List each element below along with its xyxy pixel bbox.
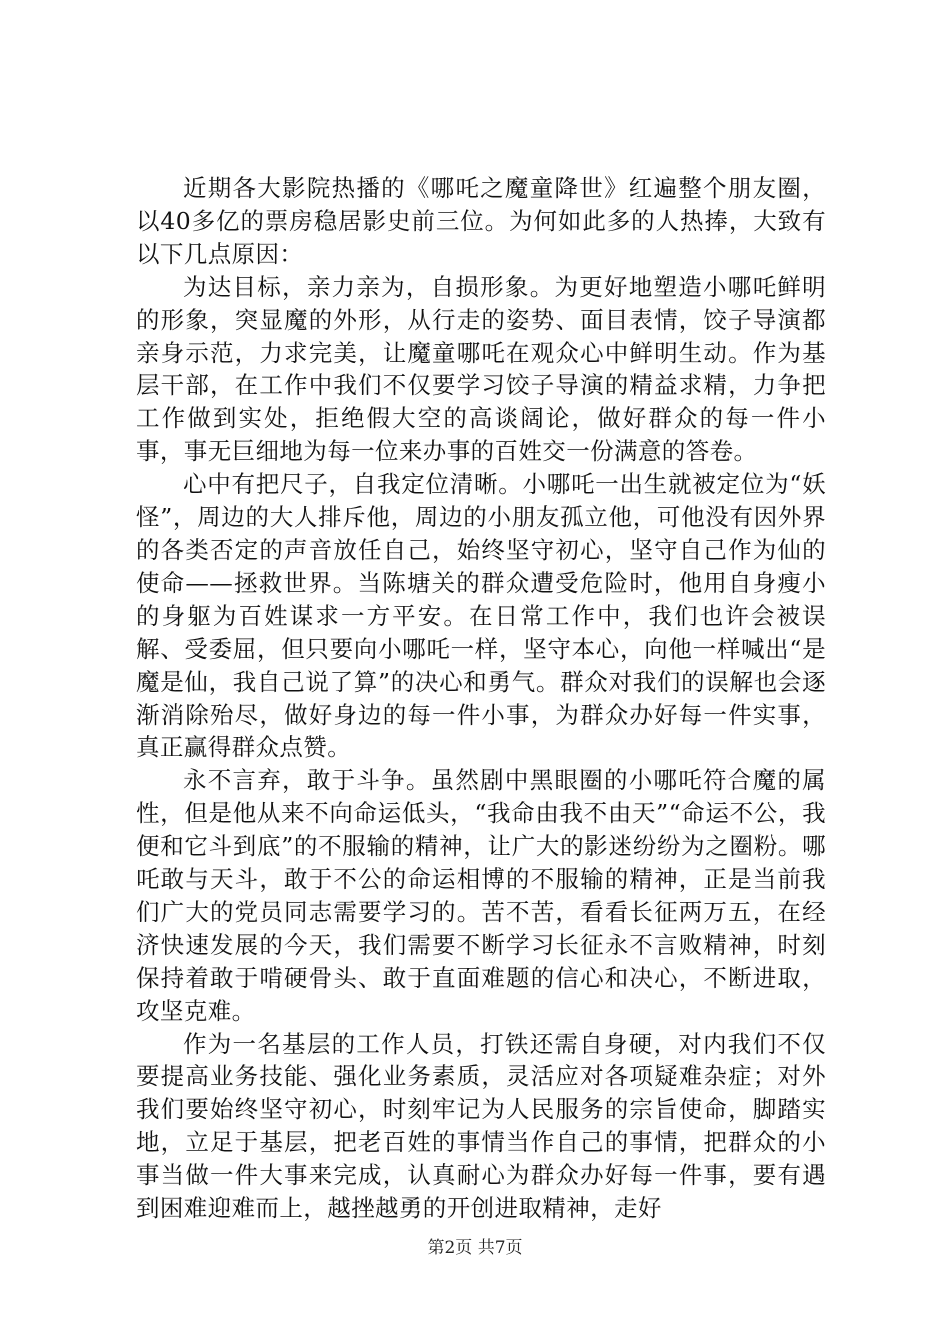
document-body — [136, 172, 826, 1225]
page-number-footer: 第2页 共7页 — [427, 1238, 523, 1258]
paragraph-intro: 近期各大影院热播的《哪吒之魔童降世》红遍整个朋友圈，以40多亿的票房稳居影史前三位。为何如此多的人热捧，大致有以下几点原因： — [136, 174, 826, 268]
paragraph-point-three: 永不言弃，敢于斗争。虽然剧中黑眼圈的小哪吒符合魔的属性，但是他从来不向命运低头，“我命由我不由天”“命运不公，我便和它斗到底”的不服输的精神，让广大的影迷纷纷为之圈粉。哪吒敢与天斗，敢于不公的命运相博的不服输的精神，正是当前我们广大的党员同志需要学习的。苦不苦，看看长征两万五，在经济快速发展的今天，我们需要不断学习长征永不言败精神，时刻保持着敢于啃硬骨头、敢于直面难题的信心和决心，不断进取，攻坚克难。 — [136, 766, 826, 1025]
paragraph-point-two: 心中有把尺子，自我定位清晰。小哪吒一出生就被定位为“妖怪”，周边的大人排斥他，周边的小朋友孤立他，可他没有因外界的各类否定的声音放任自己，始终坚守初心，坚守自己作为仙的使命——拯救世界。当陈塘关的群众遭受危险时，他用自身瘦小的身躯为百姓谋求一方平安。在日常工作中，我们也许会被误解、受委屈，但只要向小哪吒一样，坚守本心，向他一样喊出“是魔是仙，我自己说了算”的决心和勇气。群众对我们的误解也会逐渐消除殆尽，做好身边的每一件小事，为群众办好每一件实事，真正赢得群众点赞。 — [136, 470, 826, 762]
paragraph-point-one: 为达目标，亲力亲为，自损形象。为更好地塑造小哪吒鲜明的形象，突显魔的外形，从行走的姿势、面目表情，饺子导演都亲身示范，力求完美，让魔童哪吒在观众心中鲜明生动。作为基层干部，在工作中我们不仅要学习饺子导演的精益求精，力争把工作做到实处，拒绝假大空的高谈阔论，做好群众的每一件小事，事无巨细地为每一位来办事的百姓交一份满意的答卷。 — [136, 272, 826, 466]
paragraph-conclusion: 作为一名基层的工作人员，打铁还需自身硬，对内我们不仅要提高业务技能、强化业务素质，灵活应对各项疑难杂症；对外我们要始终坚守初心，时刻牢记为人民服务的宗旨使命，脚踏实地，立足于基层，把老百姓的事情当作自己的事情，把群众的小事当做一件大事来完成，认真耐心为群众办好每一件事，要有遇到困难迎难而上，越挫越勇的开创进取精神，走好 — [136, 1029, 826, 1223]
